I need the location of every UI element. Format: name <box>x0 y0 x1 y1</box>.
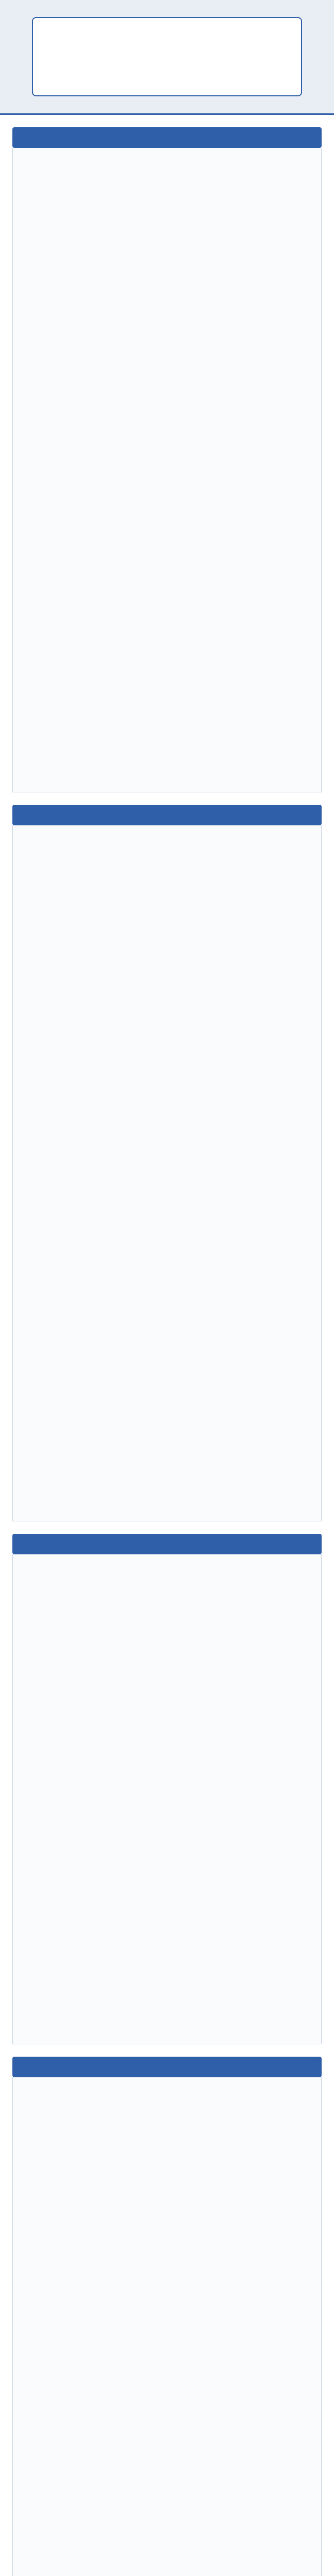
section-content <box>12 825 322 1521</box>
masthead <box>32 17 302 96</box>
section-title <box>12 127 322 148</box>
section-content <box>12 2077 322 2576</box>
page-header <box>0 0 334 115</box>
section-title <box>12 2057 322 2077</box>
section-worship-order <box>0 127 334 792</box>
section-content <box>12 1554 322 2044</box>
section-mission <box>0 2057 334 2576</box>
section-title <box>12 1534 322 1554</box>
section-title <box>12 805 322 825</box>
section-serving-roster <box>0 1534 334 2044</box>
section-content <box>12 148 322 792</box>
section-announcements <box>0 805 334 1521</box>
